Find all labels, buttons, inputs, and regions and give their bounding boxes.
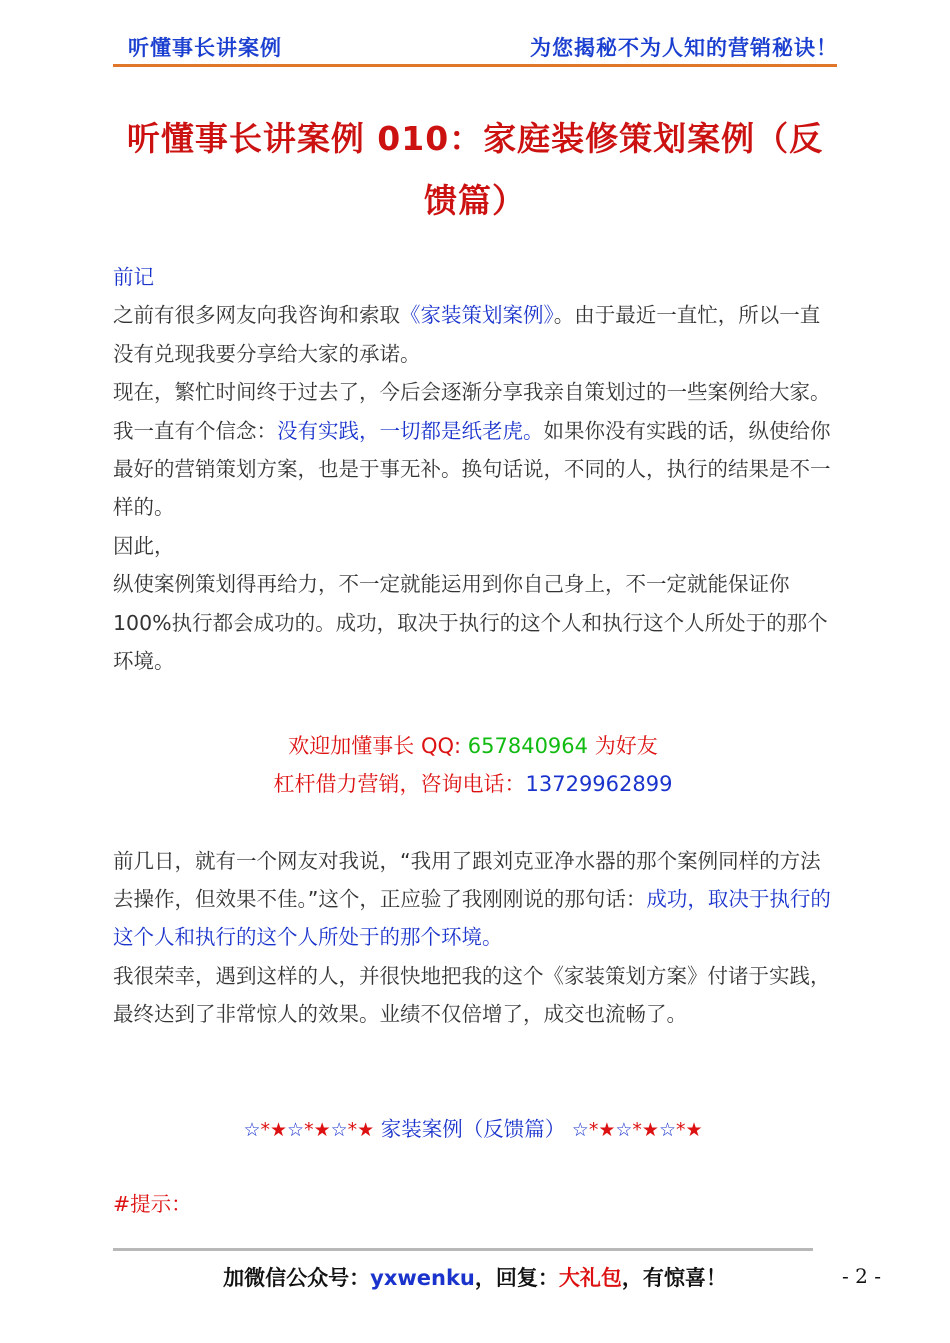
paragraph-3: 我一直有个信念：没有实践，一切都是纸老虎。如果你没有实践的话，纵使给你最好的营销策划方案，也是于事无补。换句话说，不同的人，执行的结果是不一样的。 [113, 418, 831, 520]
qq-number[interactable]: 657840964 [467, 733, 589, 758]
star-decoration-right-icon: ☆*★☆*★☆*★ [571, 1118, 703, 1141]
banner-title: 家装案例（反馈篇） [380, 1116, 566, 1141]
hint-label: #提示： [113, 1192, 192, 1217]
paragraph-1: 之前有很多网友向我咨询和索取《家装策划案例》。由于最近一直忙，所以一直没有兑现我要分享给大家的承诺。 [113, 303, 821, 366]
paragraph-4: 因此， [113, 533, 175, 558]
case-link[interactable]: 《家装策划案例》 [400, 303, 554, 328]
paragraph-2: 现在，繁忙时间终于过去了，今后会逐渐分享我亲自策划过的一些案例给大家。 [113, 380, 831, 405]
case-banner [113, 1110, 833, 1149]
wechat-id[interactable]: yxwenku [370, 1266, 475, 1290]
qq-ad-line: 欢迎加懂事长 QQ: 657840964 为好友 [288, 733, 658, 758]
paragraph-5: 纵使案例策划得再给力，不一定就能运用到你自己身上，不一定就能保证你 100%执行都会成功的。成功，取决于执行的这个人和执行这个人所处于的那个环境。 [113, 572, 828, 674]
document-title: 听懂事长讲案例 010：家庭装修策划案例（反馈篇） [126, 119, 824, 220]
header-title: 听懂事长讲案例 [128, 36, 282, 60]
header-slogan: 为您揭秘不为人知的营销秘诀！ [530, 36, 838, 60]
success-highlight: 成功，取决于执行的这个人和执行的这个人所处于的那个环境。 [113, 887, 831, 950]
article-body [113, 258, 833, 1224]
preface-heading: 前记 [113, 265, 154, 289]
page-number: - 2 - [842, 1264, 881, 1288]
gift-keyword: 大礼包 [558, 1266, 622, 1290]
belief-highlight: 没有实践，一切都是纸老虎。 [277, 418, 544, 443]
star-decoration-left-icon: ☆*★☆*★☆*★ [243, 1118, 375, 1141]
paragraph-7: 我很荣幸，遇到这样的人，并很快地把我的这个《家装策划方案》付诸于实践，最终达到了非常惊人的效果。业绩不仅倍增了，成交也流畅了。 [113, 963, 831, 1027]
header-divider [113, 64, 837, 67]
footer-divider [113, 1248, 813, 1251]
phone-ad-line: 杠杆借力营销，咨询电话：13729962899 [273, 772, 673, 797]
footer-banner: 加微信公众号：yxwenku，回复：大礼包，有惊喜！ [223, 1266, 727, 1290]
phone-number[interactable]: 13729962899 [525, 772, 673, 797]
paragraph-6: 前几日，就有一个网友对我说，“我用了跟刘克亚净水器的那个案例同样的方法去操作，但效果不佳。”这个，正应验了我刚刚说的那句话：成功，取决于执行的这个人和执行的这个人所处于的那个环境。 [113, 848, 831, 950]
